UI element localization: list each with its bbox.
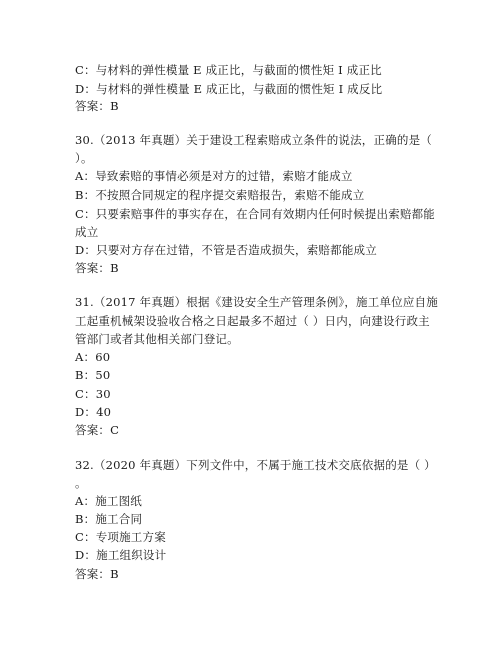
question-32-stem-line-1: 32.（2020 年真题）下列文件中，不属于施工技术交底依据的是（ ） bbox=[75, 458, 436, 472]
answer: 答案：B bbox=[75, 99, 119, 113]
question-30-option-c: C：只要索赔事件的事实存在，在合同有效期内任何时候提出索赔都能 bbox=[75, 207, 435, 221]
question-30-stem-line-2: ）。 bbox=[75, 151, 93, 165]
question-31-option-b: B：50 bbox=[75, 368, 111, 382]
question-31-stem-line-3: 管部门或者其他相关部门登记。 bbox=[75, 332, 239, 346]
question-30-stem-line-1: 30.（2013 年真题）关于建设工程索赔成立条件的说法，正确的是（ bbox=[75, 133, 433, 147]
question-31-answer: 答案：C bbox=[75, 423, 120, 437]
option-c: C：与材料的弹性模量 E 成正比，与截面的惯性矩 I 成正比 bbox=[75, 63, 382, 77]
question-32-stem-line-2: 。 bbox=[75, 476, 87, 490]
question-30-option-a: A：导致索赔的事情必须是对方的过错，索赔才能成立 bbox=[75, 169, 353, 183]
question-31-stem-line-1: 31.（2017 年真题）根据《建设安全生产管理条例》，施工单位应自施 bbox=[75, 295, 438, 309]
question-32-option-d: D：施工组织设计 bbox=[75, 548, 167, 562]
question-30-answer: 答案：B bbox=[75, 261, 119, 275]
question-31-option-c: C：30 bbox=[75, 387, 111, 401]
question-30-option-c-cont: 成立 bbox=[75, 225, 99, 239]
question-32-answer: 答案：B bbox=[75, 567, 119, 581]
question-31-stem-line-2: 工起重机械架设验收合格之日起最多不超过（ ）日内，向建设行政主 bbox=[75, 314, 430, 328]
option-d: D：与材料的弹性模量 E 成正比，与截面的惯性矩 I 成反比 bbox=[75, 82, 383, 96]
question-31-option-a: A：60 bbox=[75, 350, 111, 364]
question-32-option-c: C：专项施工方案 bbox=[75, 530, 166, 544]
question-30-option-b: B：不按照合同规定的程序提交索赔报告，索赔不能成立 bbox=[75, 188, 365, 202]
question-31-option-d: D：40 bbox=[75, 405, 112, 419]
question-30-option-d: D：只要对方存在过错，不管是否造成损失，索赔都能成立 bbox=[75, 243, 377, 257]
question-32-option-b: B：施工合同 bbox=[75, 512, 143, 526]
question-32-option-a: A：施工图纸 bbox=[75, 494, 143, 508]
